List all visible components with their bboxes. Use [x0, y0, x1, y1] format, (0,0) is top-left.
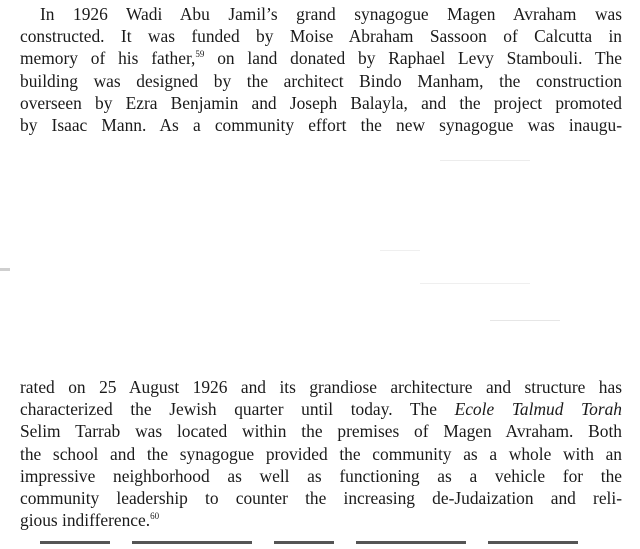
cropped-glyphs — [356, 541, 466, 544]
text-fragment: gious indifference. — [20, 510, 151, 531]
cropped-glyphs — [132, 541, 252, 544]
blank-image-area — [0, 148, 640, 373]
text-line — [20, 398, 622, 420]
footnote-marker-59: 59 — [195, 49, 205, 60]
scan-artifact — [490, 320, 560, 321]
text-line: by Isaac Mann. As a community effort the new synagogue was inaugu- — [20, 114, 622, 135]
text-fragment: on land donated by Raphael Levy Stambouli. The — [204, 48, 622, 69]
scan-artifact — [380, 250, 420, 251]
text-fragment: characterized the Jewish quarter until today. The — [20, 399, 455, 420]
cropped-next-line — [20, 541, 622, 549]
text-line — [20, 509, 622, 531]
text-line: rated on 25 August 1926 and its grandiose architecture and structure has — [20, 377, 622, 397]
text-line: impressive neighborhood as well as functioning as a vehicle for the — [20, 465, 622, 486]
scan-artifact — [0, 268, 10, 271]
italic-title: Ecole Talmud Torah — [454, 399, 622, 420]
text-line — [20, 47, 622, 69]
text-fragment: memory of his father, — [20, 48, 196, 69]
scan-artifact — [420, 283, 530, 284]
text-line: In 1926 Wadi Abu Jamil’s grand synagogue Magen Avraham was — [40, 4, 622, 24]
text-line: building was designed by the architect Bindo Manham, the construction — [20, 70, 622, 91]
text-line: the school and the synagogue provided the community as a whole with an — [20, 443, 622, 464]
text-line: community leadership to counter the increasing de-Judaization and reli- — [20, 487, 622, 508]
footnote-marker-60: 60 — [150, 511, 160, 522]
paragraph-bottom — [20, 376, 622, 531]
cropped-glyphs — [488, 541, 578, 544]
text-line: overseen by Ezra Benjamin and Joseph Balayla, and the project promoted — [20, 92, 622, 113]
paragraph-top — [20, 3, 622, 136]
text-line: Selim Tarrab was located within the premises of Magen Avraham. Both — [20, 421, 622, 442]
cropped-glyphs — [274, 541, 334, 544]
scan-artifact — [440, 160, 530, 161]
text-line: constructed. It was funded by Moise Abraham Sassoon of Calcutta in — [20, 26, 622, 47]
cropped-glyphs — [40, 541, 110, 544]
